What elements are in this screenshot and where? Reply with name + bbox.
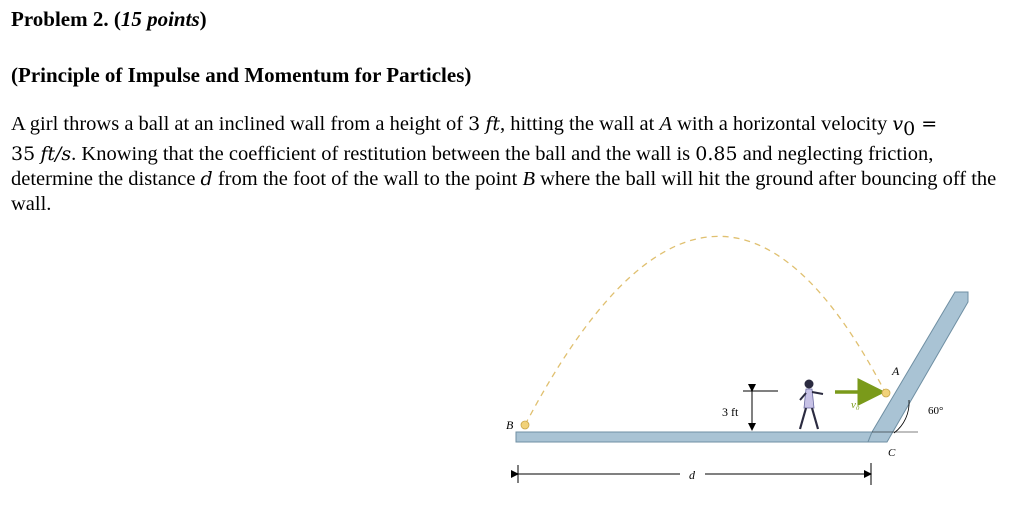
text-segment: A girl throws a ball at an inclined wall from a height of <box>11 113 469 135</box>
distance-dimension <box>518 463 871 485</box>
inclined-wall <box>868 292 968 442</box>
equals-sign: = <box>915 113 938 135</box>
text-segment: where the ball will hit the ground after bouncing off the wall. <box>11 168 997 216</box>
label-c: C <box>888 447 896 459</box>
girl-figure <box>800 380 823 430</box>
label-v0: v₀ <box>851 399 860 411</box>
point-b: B <box>522 168 535 191</box>
v0-symbol: v <box>892 113 904 135</box>
trajectory-path <box>525 236 885 425</box>
label-d: d <box>689 468 695 482</box>
problem-figure <box>490 210 990 510</box>
ball-at-b <box>521 421 529 429</box>
text-segment: and neglecting friction, determine the distance <box>11 143 934 191</box>
problem-label: Problem 2. ( <box>11 7 121 31</box>
v0-unit: ft/s <box>40 143 72 166</box>
point-a: A <box>659 113 672 135</box>
points-label: 15 points <box>120 7 200 31</box>
figure-svg <box>490 210 990 510</box>
text-segment: from the foot of the wall to the point <box>212 168 523 191</box>
label-angle: 60° <box>928 405 944 417</box>
problem-title <box>11 7 207 32</box>
v0-subscript: 0 <box>903 118 916 141</box>
v0-value: 35 <box>11 143 36 166</box>
label-a: A <box>892 364 900 378</box>
height-value: 3 <box>468 113 481 135</box>
d-symbol: d <box>200 168 213 191</box>
height-dimension <box>722 391 778 430</box>
ball-at-a <box>882 389 890 397</box>
height-unit: ft <box>485 113 501 135</box>
text-segment: with a horizontal velocity <box>672 113 893 135</box>
text-segment: , hitting the wall at <box>500 113 660 135</box>
text-segment: . Knowing that the coefficient of restitution between the ball and the wall is <box>71 143 696 166</box>
problem-subtitle: (Principle of Impulse and Momentum for Particles) <box>11 63 472 87</box>
label-height: 3 ft <box>722 405 739 419</box>
label-b: B <box>506 418 514 432</box>
restitution-value: 0.85 <box>695 143 738 166</box>
problem-statement <box>11 112 1001 217</box>
ground-slab <box>516 432 872 442</box>
close-paren: ) <box>199 7 207 31</box>
